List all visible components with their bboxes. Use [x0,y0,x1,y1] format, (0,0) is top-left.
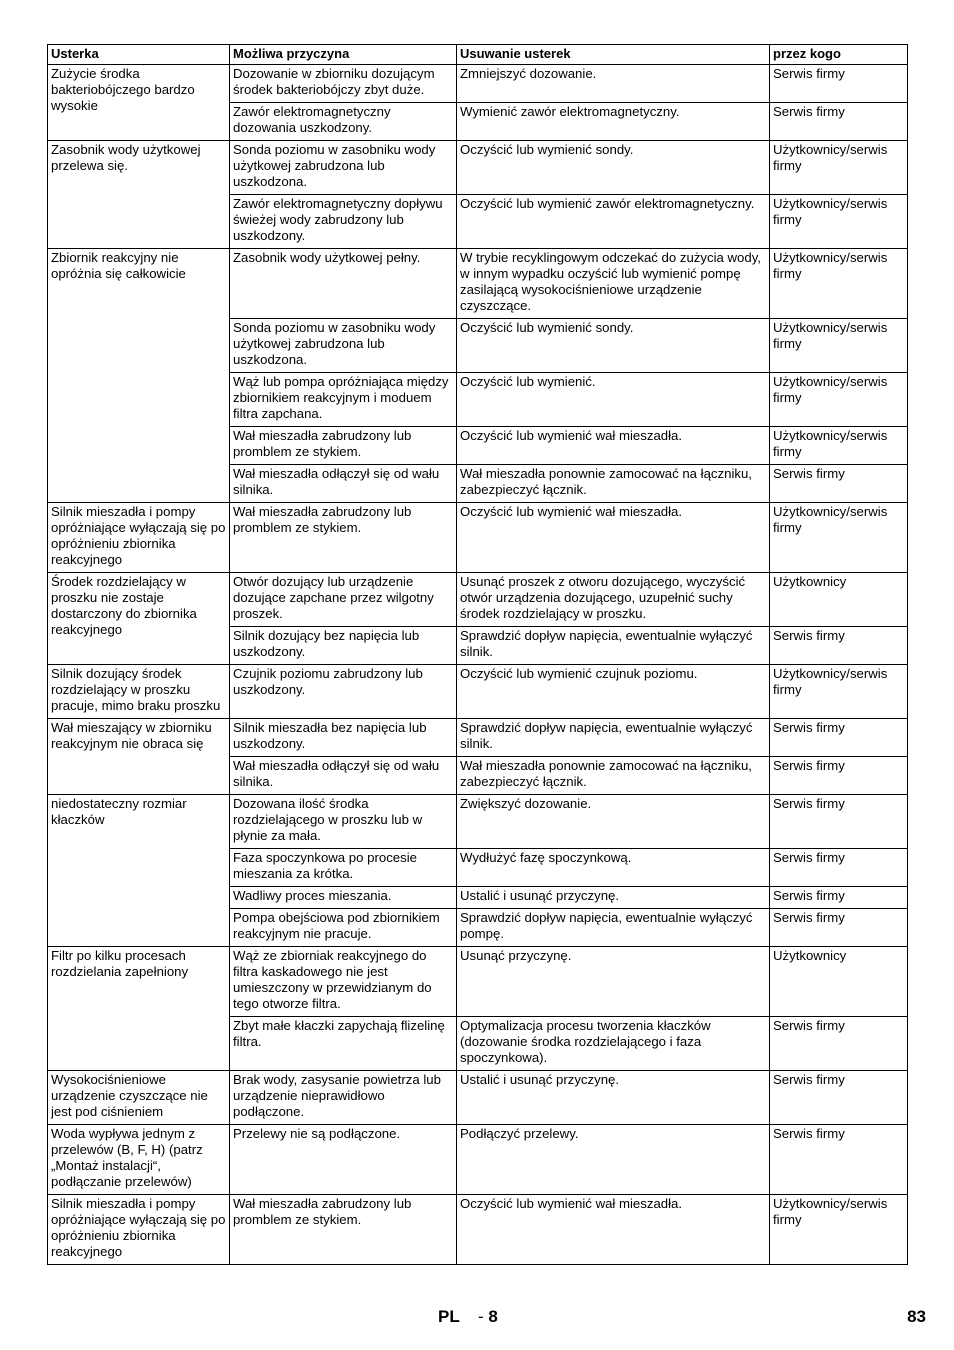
cause-cell: Wadliwy proces mieszania. [230,887,457,909]
cause-cell: Wał mieszadła odłączył się od wału silnika. [230,757,457,795]
by-whom-cell: Serwis firmy [770,757,908,795]
cause-cell: Czujnik poziomu zabrudzony lub uszkodzony. [230,665,457,719]
table-row [48,947,908,1017]
header-fault: Usterka [48,45,230,65]
by-whom-cell: Serwis firmy [770,849,908,887]
table-row [48,1125,908,1195]
cause-cell: Przelewy nie są podłączone. [230,1125,457,1195]
table-row [48,1195,908,1265]
cause-cell: Wąż lub pompa opróżniająca między zbiornikiem reakcyjnym i moduem filtra zapchana. [230,373,457,427]
by-whom-cell: Serwis firmy [770,719,908,757]
remedy-cell: Wymienić zawór elektromagnetyczny. [457,103,770,141]
fault-cell: Zasobnik wody użytkowej przelewa się. [48,141,230,249]
table-row [48,573,908,627]
remedy-cell: Ustalić i usunąć przyczynę. [457,887,770,909]
by-whom-cell: Serwis firmy [770,1017,908,1071]
footer-section-number: 8 [488,1307,498,1326]
cause-cell: Wał mieszadła zabrudzony lub promblem ze stykiem. [230,427,457,465]
fault-cell: niedostateczny rozmiar kłaczków [48,795,230,947]
by-whom-cell: Użytkownicy/serwis firmy [770,249,908,319]
by-whom-cell: Serwis firmy [770,795,908,849]
cause-cell: Zawór elektromagnetyczny dopływu świeżej wody zabrudzony lub uszkodzony. [230,195,457,249]
remedy-cell: Oczyścić lub wymienić zawór elektromagnetyczny. [457,195,770,249]
by-whom-cell: Użytkownicy [770,947,908,1017]
troubleshooting-table [47,44,908,1265]
remedy-cell: Podłączyć przelewy. [457,1125,770,1195]
cause-cell: Dozowanie w zbiorniku dozującym środek bakteriobójczy zbyt duże. [230,65,457,103]
remedy-cell: Oczyścić lub wymienić wał mieszadła. [457,503,770,573]
cause-cell: Brak wody, zasysanie powietrza lub urządzenie nieprawidłowo podłączone. [230,1071,457,1125]
cause-cell: Pompa obejściowa pod zbiornikiem reakcyjnym nie pracuje. [230,909,457,947]
remedy-cell: Oczyścić lub wymienić. [457,373,770,427]
remedy-cell: Sprawdzić dopływ napięcia, ewentualnie wyłączyć pompę. [457,909,770,947]
table-body [48,65,908,1265]
fault-cell: Silnik mieszadła i pompy opróżniające wyłączają się po opróżnieniu zbiornika reakcyjnego [48,503,230,573]
remedy-cell: Oczyścić lub wymienić wał mieszadła. [457,1195,770,1265]
fault-cell: Środek rozdzielający w proszku nie zostaje dostarczony do zbiornika reakcyjnego [48,573,230,665]
cause-cell: Otwór dozujący lub urządzenie dozujące zapchane przez wilgotny proszek. [230,573,457,627]
remedy-cell: Optymalizacja procesu tworzenia kłaczków (dozowanie środka rozdzielającego i faza spoczynkowa). [457,1017,770,1071]
remedy-cell: Usunąć proszek z otworu dozującego, wyczyścić otwór urządzenia dozującego, uzupełnić suchy środek rozdzielający w proszku. [457,573,770,627]
fault-cell: Silnik mieszadła i pompy opróżniające wyłączają się po opróżnieniu zbiornika reakcyjnego [48,1195,230,1265]
page-number: 83 [907,1307,926,1326]
by-whom-cell: Serwis firmy [770,887,908,909]
fault-cell: Wał mieszający w zbiorniku reakcyjnym nie obraca się [48,719,230,795]
remedy-cell: Zwiększyć dozowanie. [457,795,770,849]
table-row [48,795,908,849]
cause-cell: Dozowana ilość środka rozdzielającego w proszku lub w płynie za mała. [230,795,457,849]
table-header-row [48,45,908,65]
remedy-cell: Wał mieszadła ponownie zamocować na łączniku, zabezpieczyć łącznik. [457,757,770,795]
remedy-cell: Sprawdzić dopływ napięcia, ewentualnie wyłączyć silnik. [457,627,770,665]
table-row [48,141,908,195]
table-row [48,1071,908,1125]
cause-cell: Wąż ze zbiorniak reakcyjnego do filtra kaskadowego nie jest umieszczony w przewidzianym do tego otworze filtra. [230,947,457,1017]
remedy-cell: Oczyścić lub wymienić czujnuk poziomu. [457,665,770,719]
by-whom-cell: Użytkownicy/serwis firmy [770,373,908,427]
table-row [48,503,908,573]
by-whom-cell: Serwis firmy [770,1125,908,1195]
fault-cell: Zbiornik reakcyjny nie opróżnia się całkowicie [48,249,230,503]
cause-cell: Sonda poziomu w zasobniku wody użytkowej zabrudzona lub uszkodzona. [230,141,457,195]
remedy-cell: Usunąć przyczynę. [457,947,770,1017]
cause-cell: Wał mieszadła zabrudzony lub promblem ze stykiem. [230,1195,457,1265]
footer-section-page [478,1307,498,1327]
cause-cell: Silnik dozujący bez napięcia lub uszkodzony. [230,627,457,665]
footer-language: PL [438,1307,460,1326]
remedy-cell: Oczyścić lub wymienić sondy. [457,319,770,373]
by-whom-cell: Użytkownicy/serwis firmy [770,319,908,373]
cause-cell: Wał mieszadła odłączył się od wału silnika. [230,465,457,503]
by-whom-cell: Użytkownicy/serwis firmy [770,427,908,465]
by-whom-cell: Serwis firmy [770,465,908,503]
fault-cell: Wysokociśnieniowe urządzenie czyszczące nie jest pod ciśnieniem [48,1071,230,1125]
remedy-cell: Wydłużyć fazę spoczynkową. [457,849,770,887]
remedy-cell: Zmniejszyć dozowanie. [457,65,770,103]
remedy-cell: Wał mieszadła ponownie zamocować na łączniku, zabezpieczyć łącznik. [457,465,770,503]
fault-cell: Zużycie środka bakteriobójczego bardzo wysokie [48,65,230,141]
by-whom-cell: Serwis firmy [770,909,908,947]
by-whom-cell: Użytkownicy/serwis firmy [770,141,908,195]
by-whom-cell: Serwis firmy [770,1071,908,1125]
by-whom-cell: Użytkownicy/serwis firmy [770,1195,908,1265]
remedy-cell: Oczyścić lub wymienić sondy. [457,141,770,195]
header-by-whom: przez kogo [770,45,908,65]
fault-cell: Silnik dozujący środek rozdzielający w proszku pracuje, mimo braku proszku [48,665,230,719]
table-row [48,665,908,719]
table-row [48,719,908,757]
remedy-cell: W trybie recyklingowym odczekać do zużycia wody, w innym wypadku oczyścić lub wymienić pompę zasilającą wysokociśnieniowe urządzenie czyszczące. [457,249,770,319]
by-whom-cell: Użytkownicy/serwis firmy [770,195,908,249]
cause-cell: Zbyt małe kłaczki zapychają flizelinę filtra. [230,1017,457,1071]
table-row [48,65,908,103]
fault-cell: Filtr po kilku procesach rozdzielania zapełniony [48,947,230,1071]
remedy-cell: Sprawdzić dopływ napięcia, ewentualnie wyłączyć silnik. [457,719,770,757]
header-cause: Możliwa przyczyna [230,45,457,65]
cause-cell: Faza spoczynkowa po procesie mieszania za krótka. [230,849,457,887]
cause-cell: Sonda poziomu w zasobniku wody użytkowej zabrudzona lub uszkodzona. [230,319,457,373]
by-whom-cell: Serwis firmy [770,65,908,103]
remedy-cell: Oczyścić lub wymienić wał mieszadła. [457,427,770,465]
cause-cell: Zawór elektromagnetyczny dozowania uszkodzony. [230,103,457,141]
by-whom-cell: Serwis firmy [770,103,908,141]
remedy-cell: Ustalić i usunąć przyczynę. [457,1071,770,1125]
cause-cell: Zasobnik wody użytkowej pełny. [230,249,457,319]
by-whom-cell: Użytkownicy [770,573,908,627]
fault-cell: Woda wypływa jednym z przelewów (B, F, H) (patrz „Montaż instalacji“, podłączanie przelewów) [48,1125,230,1195]
by-whom-cell: Użytkownicy/serwis firmy [770,665,908,719]
cause-cell: Silnik mieszadła bez napięcia lub uszkodzony. [230,719,457,757]
header-remedy: Usuwanie usterek [457,45,770,65]
by-whom-cell: Użytkownicy/serwis firmy [770,503,908,573]
cause-cell: Wał mieszadła zabrudzony lub promblem ze stykiem. [230,503,457,573]
by-whom-cell: Serwis firmy [770,627,908,665]
footer-dash: - [478,1307,484,1326]
table-row [48,249,908,319]
